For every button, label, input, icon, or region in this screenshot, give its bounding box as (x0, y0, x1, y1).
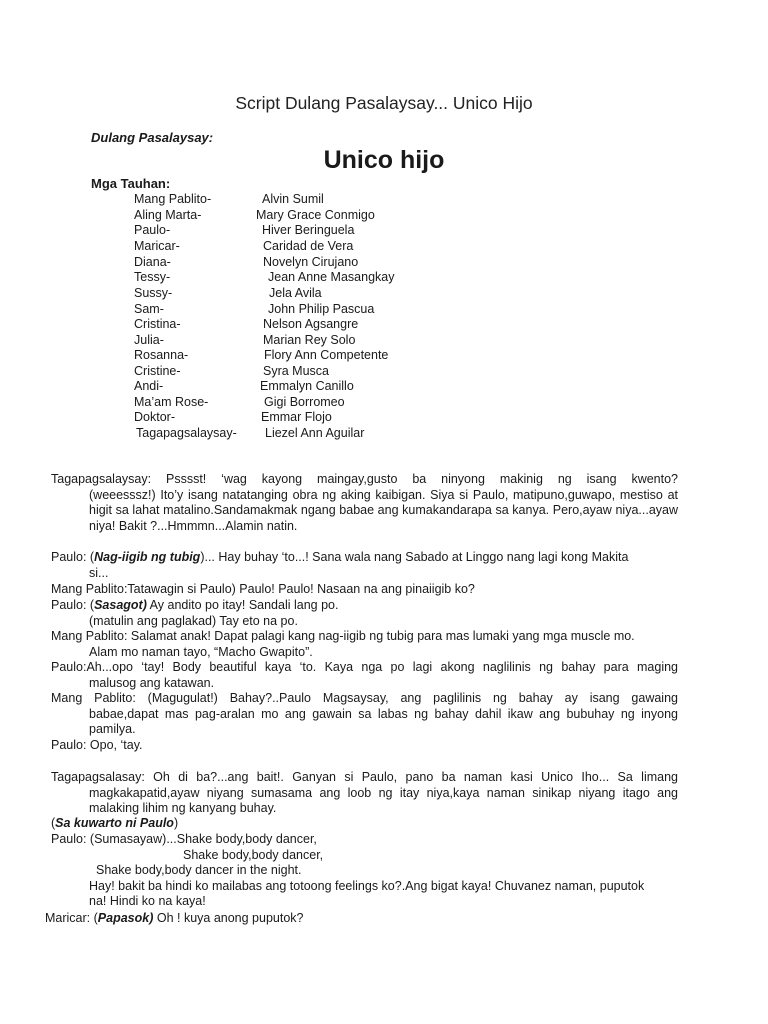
cast-role: Cristine- (134, 364, 181, 378)
cast-role: Julia- (134, 333, 164, 347)
subtitle: Dulang Pasalaysay: (91, 130, 214, 145)
cast-actor: Flory Ann Competente (264, 348, 389, 362)
cast-actor: Emmar Flojo (261, 410, 332, 424)
cast-actor: Caridad de Vera (263, 239, 354, 253)
cast-role: Paulo- (134, 223, 171, 237)
dialogue-text: Oh ! kuya anong puputok? (153, 911, 304, 925)
cast-role: Maricar- (134, 239, 180, 253)
speaker-label: Paulo: ( (51, 550, 95, 564)
paragraph-continuation: babae,dapat mas pag-aralan mo ang gawain sa labas ng bahay dahil ikaw ang bubuhay ng inyong pamilya. (89, 706, 678, 737)
stage-direction: Papasok) (97, 911, 154, 925)
paragraph-continuation: si... (89, 565, 109, 580)
speaker-label: Paulo: ( (51, 598, 95, 612)
paulo-line-4: Paulo: Opo, ‘tay. (51, 738, 143, 752)
cast-actor: Jean Anne Masangkay (268, 270, 395, 284)
paragraph-first-line: Mang Pablito: (Magugulat!) Bahay?..Paulo Magsaysay, ang paglilinis ng bahay ay isang gawaing (51, 691, 678, 705)
paragraph-first-line: Paulo:Ah...opo ‘tay! Body beautiful kaya ‘to. Kaya nga po lagi akong naglilinis ng bahay para maging (51, 660, 678, 674)
paragraph-continuation: malusog ang katawan. (89, 675, 215, 690)
stage-direction: Sasagot) (94, 598, 147, 612)
narrator-intro (51, 472, 678, 534)
cast-actor: Liezel Ann Aguilar (265, 426, 365, 440)
mang-pablito-line-3 (51, 691, 678, 738)
cast-role: Ma’am Rose- (134, 395, 209, 409)
cast-role: Tagapagsalaysay- (136, 426, 237, 440)
cast-actor: Hiver Beringuela (262, 223, 355, 237)
cast-actor: Marian Rey Solo (263, 333, 356, 347)
cast-role: Doktor- (134, 410, 175, 424)
paulo-line-2 (51, 598, 678, 629)
cast-actor: Nelson Agsangre (263, 317, 359, 331)
cast-actor: Jela Avila (269, 286, 322, 300)
cast-heading: Mga Tauhan: (91, 176, 171, 191)
paragraph-continuation: (weeesssz!) Ito’y isang natatanging obra ng aking kaibigan. Siya si Paulo, matipuno,guwapo, mestiso at higit sa lahat matalino.Sandamakmak ngang babae ang kumakandarapa sa kanya. Pero,ayaw niya...ayaw niya! Bakit ?...Hmmmn...Alamin natin. (89, 487, 678, 533)
paulo-line-3 (51, 660, 678, 691)
cast-role: Sam- (134, 302, 164, 316)
document-title: Script Dulang Pasalaysay... Unico Hijo (235, 93, 533, 113)
stage-direction: Nag-iigib ng tubig (94, 550, 201, 564)
song-line: Shake body,body dancer in the night. (96, 863, 302, 877)
maricar-line-1 (45, 911, 304, 927)
cast-actor: Mary Grace Conmigo (256, 208, 375, 222)
cast-role: Mang Pablito- (134, 192, 212, 206)
paragraph-continuation: Alam mo naman tayo, “Macho Gwapito”. (89, 644, 313, 659)
cast-actor: Gigi Borromeo (264, 395, 345, 409)
narrator-line-2 (51, 770, 678, 817)
cast-role: Diana- (134, 255, 171, 269)
paragraph-first-line: Tagapagsalaysay: Psssst! ‘wag kayong maingay,gusto ba ninyong makinig ng isang kwento? (51, 472, 678, 486)
cast-role: Andi- (134, 379, 164, 393)
bracket: ( (51, 816, 56, 830)
bracket: ) (173, 816, 179, 830)
cast-actor: Novelyn Cirujano (263, 255, 359, 269)
cast-actor: Alvin Sumil (262, 192, 324, 206)
dialogue-line: Hay! bakit ba hindi ko mailabas ang totoong feelings ko?.Ang bigat kaya! Chuvanez naman, puputok (89, 879, 645, 893)
cast-actor: Syra Musca (263, 364, 329, 378)
cast-role: Cristina- (134, 317, 181, 331)
cast-actor: John Philip Pascua (268, 302, 375, 316)
song-line: Shake body,body dancer, (183, 848, 324, 862)
paulo-line-1 (51, 550, 678, 581)
paragraph-continuation: (matulin ang paglakad) Tay eto na po. (89, 613, 298, 628)
paragraph-first-line: Tagapagsalasay: Oh di ba?...ang bait!. Ganyan si Paulo, pano ba naman kasi Unico Iho... Sa limang (51, 770, 678, 784)
speaker-label: Maricar: ( (45, 911, 98, 925)
dialogue-line: na! Hindi ko na kaya! (89, 894, 206, 908)
cast-role: Sussy- (134, 286, 173, 300)
stage-direction: Sa kuwarto ni Paulo (55, 816, 174, 830)
cast-role: Rosanna- (134, 348, 189, 362)
cast-actor: Emmalyn Canillo (260, 379, 354, 393)
paragraph-continuation: magkakapatid,ayaw niyang sumasama ang loob ng itay niya,kaya naman sinikap niyang itago ang malaking lihim ng kanyang buhay. (89, 785, 678, 816)
dialogue-text: Ay andito po itay! Sandali lang po. (146, 598, 339, 612)
cast-role: Aling Marta- (134, 208, 202, 222)
play-title: Unico hijo (323, 146, 445, 174)
cast-role: Tessy- (134, 270, 171, 284)
paragraph-first-line: Mang Pablito: Salamat anak! Dapat palagi kang nag-iigib ng tubig para mas lumaki yang mga muscle mo. (51, 629, 635, 643)
dialogue-text: )... Hay buhay ‘to...! Sana wala nang Sabado at Linggo nang lagi kong Makita (200, 550, 629, 564)
mang-pablito-line-2 (51, 629, 678, 660)
scene-direction (51, 816, 178, 832)
mang-pablito-line-1: Mang Pablito:Tatawagin si Paulo) Paulo! Paulo! Nasaan na ang pinaiigib ko? (51, 582, 475, 596)
song-line: Paulo: (Sumasayaw)...Shake body,body dancer, (51, 832, 317, 846)
